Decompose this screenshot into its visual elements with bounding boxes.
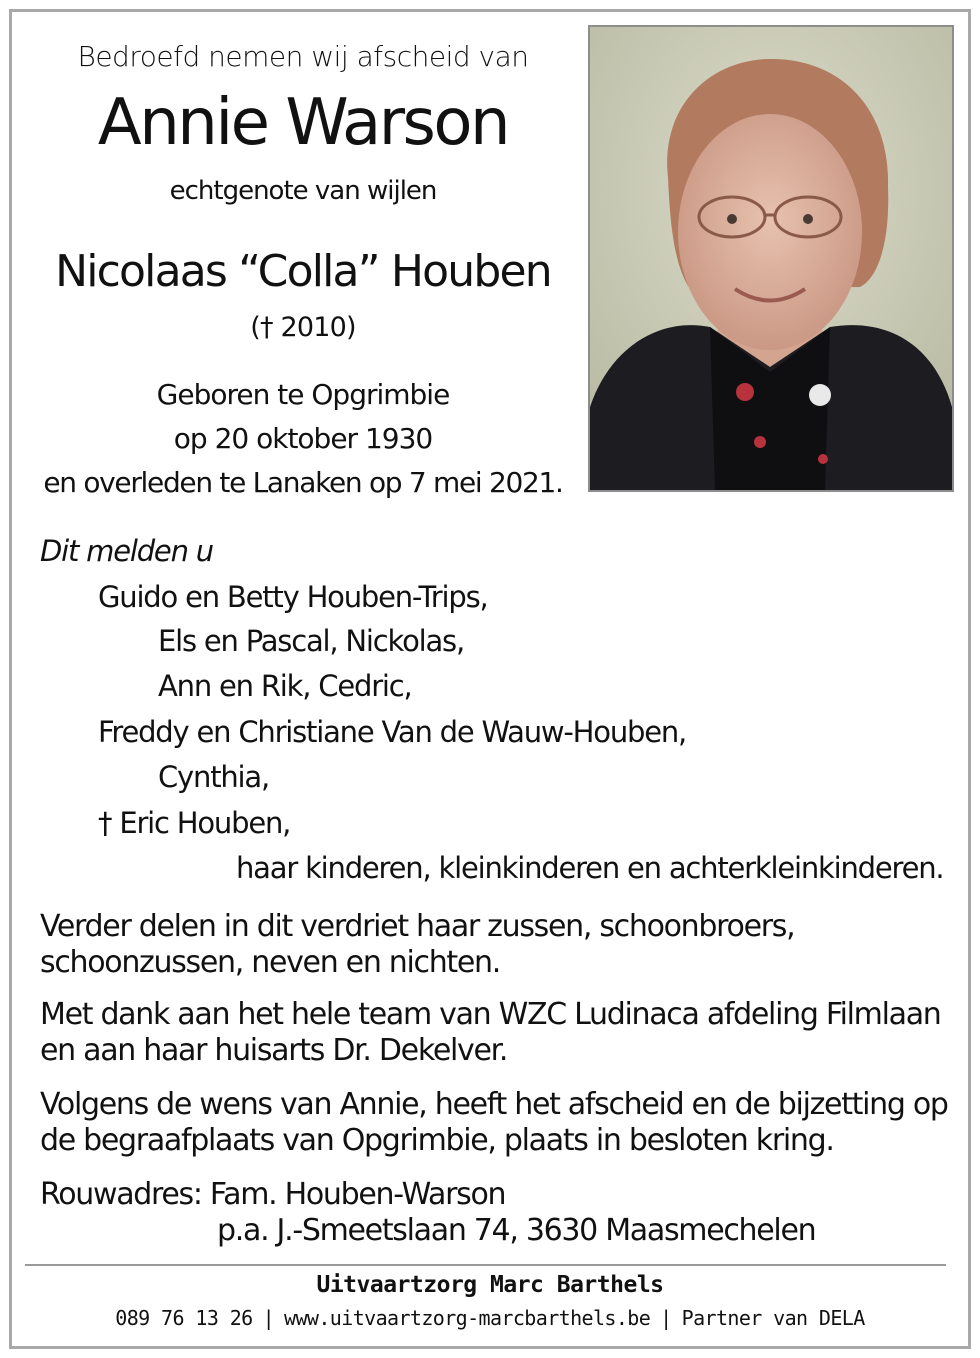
family-summary: haar kinderen, kleinkinderen en achterkleinkinderen. <box>236 851 944 885</box>
separator: | <box>262 1306 275 1330</box>
family-line: Els en Pascal, Nickolas, <box>158 624 464 658</box>
family-line: Guido en Betty Houben-Trips, <box>98 580 488 614</box>
mourning-address-label: Rouwadres: Fam. Houben-Warson <box>40 1177 506 1212</box>
mourning-address-street: p.a. J.-Smeetslaan 74, 3630 Maasmechelen <box>217 1213 816 1248</box>
funeral-home-name: Uitvaartzorg Marc Barthels <box>316 1272 664 1298</box>
family-line: Cynthia, <box>158 760 269 794</box>
phone-number[interactable]: 089 76 13 26 <box>115 1306 253 1330</box>
death-place-date: en overleden te Lanaken op 7 mei 2021. <box>43 466 563 499</box>
footer-divider <box>25 1264 946 1266</box>
ceremony-paragraph: Volgens de wens van Annie, heeft het afscheid en de bijzetting op de begraafplaats van Opgrimbie, plaats in besloten kring. <box>40 1087 948 1158</box>
family-line: Ann en Rik, Cedric, <box>158 669 412 703</box>
footer-contact <box>0 1306 980 1330</box>
birth-place: Geboren te Opgrimbie <box>156 378 450 411</box>
deceased-name: Annie Warson <box>97 86 509 160</box>
partner-text: Partner van DELA <box>681 1306 865 1330</box>
website-link[interactable]: www.uitvaartzorg-marcbarthels.be <box>284 1306 651 1330</box>
birth-date: op 20 oktober 1930 <box>173 422 433 455</box>
portrait-photo <box>588 25 954 492</box>
intro-text: Bedroefd nemen wij afscheid van <box>77 40 529 73</box>
spouse-intro: echtgenote van wijlen <box>169 176 437 206</box>
family-line: Freddy en Christiane Van de Wauw-Houben, <box>98 715 687 749</box>
announcement-intro: Dit melden u <box>40 534 213 568</box>
spouse-death-year: († 2010) <box>250 312 356 343</box>
condolence-paragraph: Verder delen in dit verdriet haar zussen, schoonbroers, schoonzussen, neven en nichten. <box>40 909 795 980</box>
spouse-name: Nicolaas “Colla” Houben <box>55 246 551 297</box>
thanks-paragraph: Met dank aan het hele team van WZC Ludinaca afdeling Filmlaan en aan haar huisarts Dr. Dekelver. <box>40 997 941 1068</box>
family-line: † Eric Houben, <box>98 806 291 840</box>
separator: | <box>660 1306 672 1330</box>
